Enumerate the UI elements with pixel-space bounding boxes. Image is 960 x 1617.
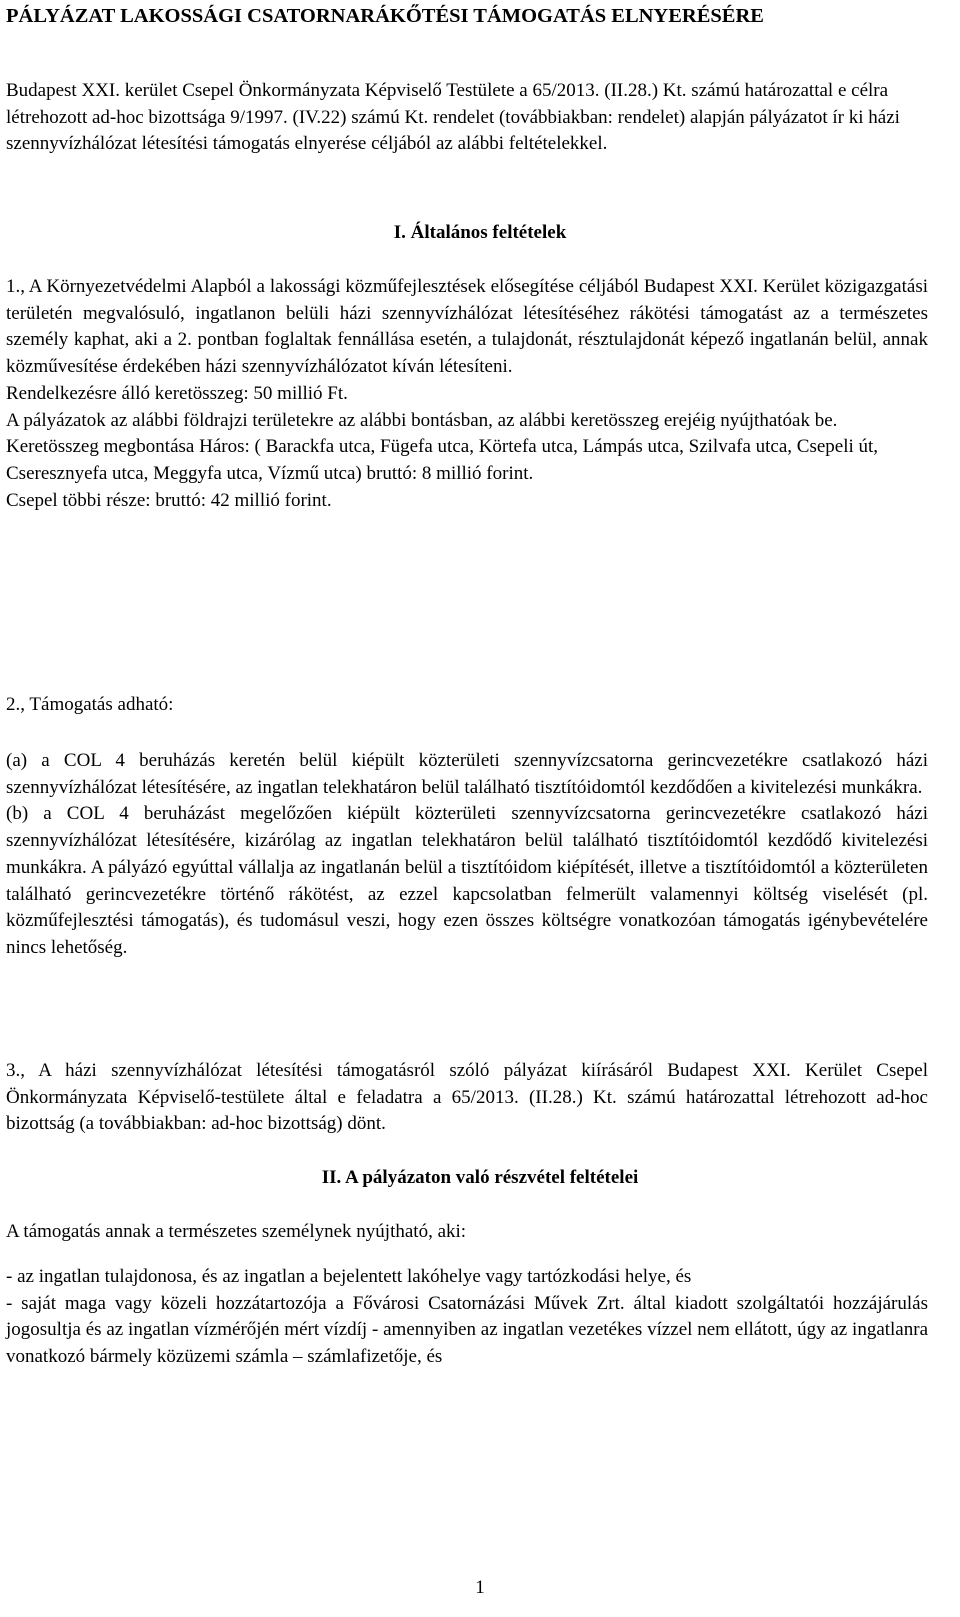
section-2-heading: II. A pályázaton való részvétel feltételei [321,1167,639,1188]
section-1-heading: I. Általános feltételek [393,222,567,243]
intro-paragraph: Budapest XXI. kerület Csepel Önkormányzata Képviselő Testülete a 65/2013. (II.28.) Kt. számú határozattal e célra létrehozott ad-hoc bizottsága 9/1997. (IV.22) számú Kt. rendelet (továbbiakban: rendelet) alapján pályázatot ír ki házi szennyvízhálózat létesítési támogatás elnyerése céljából az alábbi feltételekkel. [6,80,900,155]
intro-paragraph-block [6,78,928,158]
point-2-block [6,692,928,719]
section-2-intro: A támogatás annak a természetes személynek nyújtható, aki: [6,1221,467,1242]
point-3-block [6,1058,928,1138]
section-2-conditions-block [6,1264,928,1371]
section-2-intro-block [6,1219,928,1246]
point-2-heading: 2., Támogatás adható: [6,694,174,715]
document-title: PÁLYÁZAT LAKOSSÁGI CSATORNARÁKŐTÉSI TÁMOGATÁS ELNYERÉSÉRE [6,5,764,27]
budget-total: Rendelkezésre álló keretösszeg: 50 millió Ft. [6,382,348,404]
point-2-item-b: (b) a COL 4 beruházást megelőzően kiépült közterületi szennyvízcsatorna gerincvezetékre csatlakozó házi szennyvízhálózat létesítésére, kizárólag az ingatlan telekhatáron belül található tisztítóidomtól kezdődő kivitelezési munkákra. A pályázó egyúttal vállalja az ingatlanán belül a tisztítóidom kiépítését, illetve a tisztítóidomtól a közterületen található gerincvezetékre történő rákötést, az ezzel kapcsolatban felmerült valamennyi költség viselését (pl. közműfejlesztési támogatás), és tudomásul veszi, hogy ezen összes költségre vonatkozóan támogatás igénybevételére nincs lehetőség. [6,803,928,958]
budget-haros: Keretösszeg megbontása Háros: ( Barackfa utca, Fügefa utca, Körtefa utca, Lámpás utca, Szilvafa utca, Csepeli út, Cseresznyefa utca, Meggyfa utca, Vízmű utca) bruttó: 8 millió forint. [6,436,879,484]
condition-payer: - saját maga vagy közeli hozzátartozója a Fővárosi Csatornázási Művek Zrt. által kiadott szolgáltatói hozzájárulás jogosultja és az ingatlan vízmérőjén mért vízdíj - amennyiben az ingatlan vezetékes vízzel nem ellátott, úgy az ingatlanra vonatkozó bármely közüzemi számla – számlafizetője, és [6,1292,928,1368]
page-number: 1 [475,1577,485,1598]
point-3-paragraph: 3., A házi szennyvízhálózat létesítési támogatásról szóló pályázat kiírásáról Budapest XXI. Kerület Csepel Önkormányzata Képviselő-testülete által e feladatra a 65/2013. (II.28.) Kt. számú határozattal létrehozott ad-hoc bizottság (a továbbiakban: ad-hoc bizottság) dönt. [6,1060,928,1135]
point-2-item-a: (a) a COL 4 beruházás keretén belül kiépült közterületi szennyvízcsatorna gerincvezetékre csatlakozó házi szennyvízhálózat létesítésére, az ingatlan telekhatáron belül található tisztítóidomtól kezdődően a kivitelezési munkákra. [6,750,928,798]
point-2-items-block [6,748,928,962]
point-1-block [6,274,928,514]
point-1-paragraph: 1., A Környezetvédelmi Alapból a lakossági közműfejlesztések elősegítése céljából Budapest XXI. Kerület közigazgatási területén megvalósuló, ingatlanon belüli házi szennyvízhálózat létesítéséhez rákötési támogatást az a természetes személy kaphat, aki a 2. pontban foglaltak fennállása esetén, a tulajdonát, résztulajdonát képező ingatlanán belül, annak közművesítése érdekében házi szennyvízhálózatot kíván létesíteni. [6,276,928,378]
budget-csepel-rest: Csepel többi része: bruttó: 42 millió forint. [6,489,332,511]
condition-owner: - az ingatlan tulajdonosa, és az ingatlan a bejelentett lakóhelye vagy tartózkodási helye, és [6,1266,692,1287]
regions-intro: A pályázatok az alábbi földrajzi területekre az alábbi bontásban, az alábbi keretösszeg erejéig nyújthatóak be. [6,409,838,431]
